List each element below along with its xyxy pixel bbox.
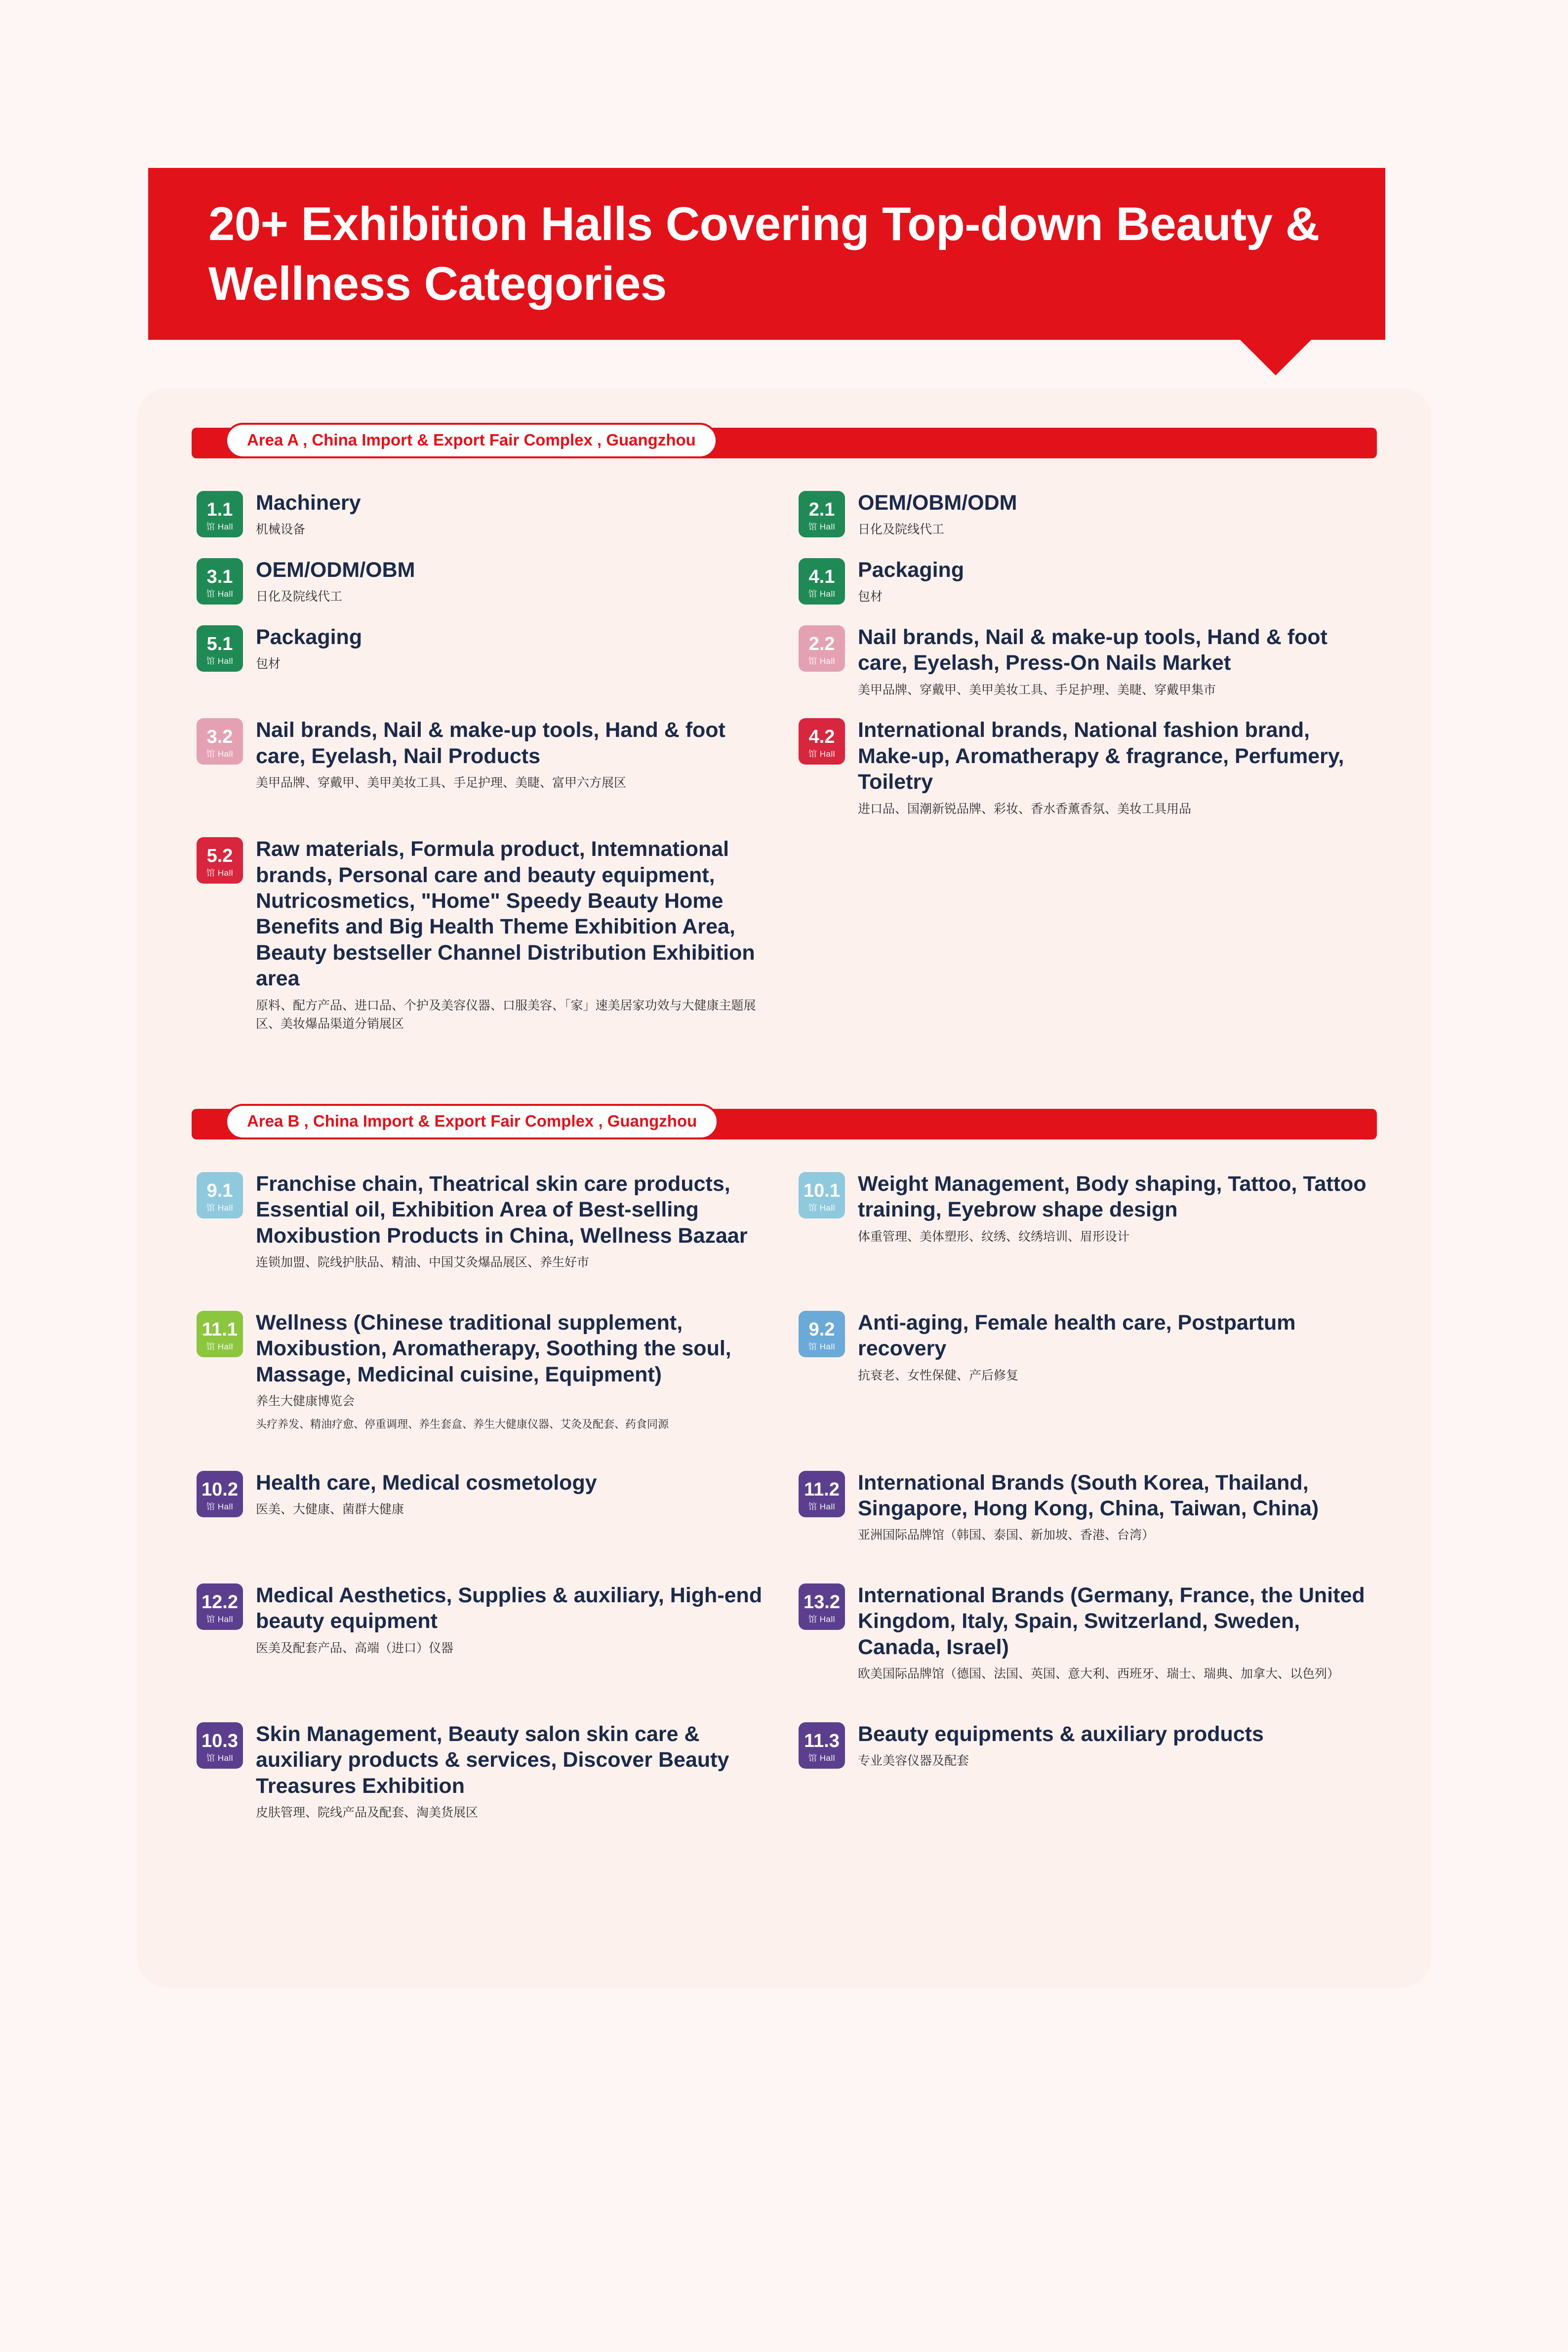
hall-badge	[799, 1471, 845, 1517]
hall-badge	[799, 625, 845, 672]
hall-item[interactable]	[799, 716, 1372, 818]
hall-text	[858, 1469, 1372, 1545]
banner-notch-icon	[1240, 340, 1311, 375]
hall-badge	[197, 491, 243, 537]
hall-badge-sub: 馆 Hall	[808, 522, 835, 531]
hall-item[interactable]	[799, 1170, 1372, 1272]
hall-title-en: Raw materials, Formula product, Intemnational brands, Personal care and beauty equipment, Nutricosmetics, "Home" Speedy Beauty Home Benefits and Big Health Theme Exhibition Area, Beauty bestseller Channel Distribution Exhibition area	[256, 837, 755, 991]
hall-badge-sub: 馆 Hall	[206, 1501, 233, 1511]
hall-badge-sub: 馆 Hall	[808, 1501, 835, 1511]
hall-badge-sub: 馆 Hall	[206, 522, 233, 531]
hall-title-en: Nail brands, Nail & make-up tools, Hand & foot care, Eyelash, Press-On Nails Market	[858, 625, 1327, 675]
hall-item[interactable]	[799, 1720, 1372, 1823]
hall-item[interactable]	[197, 1309, 770, 1432]
page-title: 20+ Exhibition Halls Covering Top-down Beauty & Wellness Categories	[208, 198, 1320, 310]
hall-item[interactable]	[799, 556, 1372, 607]
hall-number: 2.2	[808, 633, 835, 654]
hall-text	[256, 556, 415, 607]
hall-badge-sub: 馆 Hall	[206, 1753, 233, 1763]
hall-badge	[799, 1172, 845, 1218]
hall-badge-sub: 馆 Hall	[808, 1341, 835, 1351]
hall-title-en: OEM/ODM/OBM	[256, 558, 415, 582]
hall-text	[256, 1309, 770, 1432]
hall-badge-sub: 馆 Hall	[206, 749, 233, 759]
hall-badge	[799, 491, 845, 537]
hall-number: 4.2	[808, 727, 835, 748]
hall-title-cn: 美甲品牌、穿戴甲、美甲美妆工具、手足护理、美睫、穿戴甲集市	[858, 683, 1216, 697]
hall-badge	[799, 1311, 845, 1357]
hall-title-en: Packaging	[858, 558, 965, 582]
header-banner	[148, 168, 1385, 340]
hall-number: 9.1	[206, 1180, 233, 1201]
hall-item[interactable]	[197, 1720, 770, 1823]
hall-badge-sub: 馆 Hall	[808, 1614, 835, 1624]
area-a-bar	[192, 428, 1377, 458]
hall-text	[858, 1582, 1372, 1684]
hall-badge	[197, 718, 243, 765]
hall-number: 10.3	[201, 1730, 238, 1751]
hall-number: 1.1	[206, 499, 233, 520]
hall-title-cn: 专业美容仪器及配套	[858, 1754, 969, 1768]
hall-item[interactable]	[799, 1469, 1372, 1545]
hall-text	[858, 623, 1372, 699]
hall-item[interactable]	[197, 716, 770, 818]
hall-title-en: International Brands (South Korea, Thailand, Singapore, Hong Kong, China, Taiwan, China)	[858, 1470, 1319, 1520]
hall-title-en: Health care, Medical cosmetology	[256, 1470, 597, 1495]
hall-badge	[197, 837, 243, 884]
hall-title-cn: 医美、大健康、菌群大健康	[256, 1502, 404, 1516]
hall-title-cn: 欧美国际品牌馆（德国、法国、英国、意大利、西班牙、瑞士、瑞典、加拿大、以色列）	[858, 1667, 1340, 1681]
hall-badge	[799, 1583, 845, 1630]
hall-item[interactable]	[197, 556, 770, 607]
hall-badge-sub: 馆 Hall	[808, 1753, 835, 1763]
hall-title-cn-secondary: 头疗养发、精油疗愈、停重调理、养生套盒、养生大健康仪器、艾灸及配套、药食同源	[256, 1418, 669, 1430]
hall-title-en: International brands, National fashion brand, Make-up, Aromatherapy & fragrance, Perfumery, Toiletry	[858, 718, 1344, 794]
hall-text	[858, 1309, 1372, 1385]
hall-text	[858, 556, 964, 607]
hall-title-en: International Brands (Germany, France, the United Kingdom, Italy, Spain, Switzerland, Sweden, Canada, Israel)	[858, 1583, 1365, 1659]
hall-title-en: Nail brands, Nail & make-up tools, Hand & foot care, Eyelash, Nail Products	[256, 718, 725, 768]
hall-badge-sub: 馆 Hall	[808, 656, 835, 666]
hall-number: 13.2	[804, 1591, 840, 1613]
hall-title-cn: 抗衰老、女性保健、产后修复	[858, 1368, 1019, 1382]
hall-badge-sub: 馆 Hall	[206, 656, 233, 666]
hall-title-en: Skin Management, Beauty salon skin care & auxiliary products & services, Discover Beauty Treasures Exhibition	[256, 1722, 729, 1798]
hall-number: 3.2	[206, 727, 233, 748]
hall-title-en: Wellness (Chinese traditional supplement, Moxibustion, Aromatherapy, Soothing the soul, Massage, Medicinal cuisine, Equipment)	[256, 1310, 731, 1386]
hall-item[interactable]	[197, 489, 770, 539]
hall-badge	[197, 1172, 243, 1218]
hall-title-en: Beauty equipments & auxiliary products	[858, 1722, 1264, 1746]
hall-text	[858, 489, 1017, 539]
hall-number: 4.1	[808, 566, 835, 587]
hall-title-en: Packaging	[256, 625, 362, 649]
hall-badge-sub: 馆 Hall	[206, 1614, 233, 1624]
hall-title-cn: 包材	[256, 657, 281, 671]
hall-title-cn: 连锁加盟、院线护肤品、精油、中国艾灸爆品展区、养生好市	[256, 1256, 590, 1270]
hall-title-en: Medical Aesthetics, Supplies & auxiliary, High-end beauty equipment	[256, 1583, 763, 1633]
hall-number: 2.1	[808, 499, 835, 520]
hall-text	[256, 623, 362, 674]
hall-title-cn: 机械设备	[256, 523, 306, 537]
hall-text	[256, 716, 770, 792]
hall-text	[256, 489, 361, 539]
area-b-hall-grid	[197, 1170, 1372, 1859]
hall-badge	[197, 1471, 243, 1517]
hall-title-cn: 体重管理、美体塑形、纹绣、纹绣培训、眉形设计	[858, 1229, 1130, 1244]
hall-title-cn: 原料、配方产品、进口品、个护及美容仪器、口服美容、「家」速美居家功效与大健康主题展区、美妆爆品渠道分销展区	[256, 998, 756, 1031]
hall-item[interactable]	[197, 623, 770, 699]
hall-item[interactable]	[197, 1582, 770, 1684]
hall-item[interactable]	[197, 835, 770, 1034]
hall-badge	[799, 718, 845, 765]
hall-title-en: OEM/OBM/ODM	[858, 490, 1017, 515]
hall-text	[256, 1720, 770, 1823]
hall-text	[256, 1582, 770, 1658]
hall-badge-sub: 馆 Hall	[206, 868, 233, 878]
hall-number: 11.1	[202, 1319, 238, 1340]
hall-title-cn: 日化及院线代工	[858, 523, 945, 537]
hall-title-cn: 包材	[858, 590, 883, 604]
hall-number: 5.1	[206, 633, 233, 654]
hall-badge-sub: 馆 Hall	[206, 589, 233, 599]
hall-badge-sub: 馆 Hall	[206, 1203, 233, 1213]
hall-title-cn: 亚洲国际品牌馆（韩国、泰国、新加坡、香港、台湾）	[858, 1528, 1155, 1542]
hall-item[interactable]	[799, 1309, 1372, 1432]
hall-badge-sub: 馆 Hall	[808, 1203, 835, 1213]
hall-item[interactable]	[799, 1582, 1372, 1684]
hall-title-cn: 进口品、国潮新锐品牌、彩妆、香水香薰香氛、美妆工具用品	[858, 802, 1192, 816]
hall-text	[256, 1469, 597, 1519]
hall-title-cn: 日化及院线代工	[256, 590, 343, 604]
hall-badge	[799, 1722, 845, 1769]
hall-badge	[197, 1583, 243, 1630]
hall-title-en: Franchise chain, Theatrical skin care products, Essential oil, Exhibition Area of Best-selling Moxibustion Products in China, Wellness Bazaar	[256, 1172, 748, 1248]
hall-badge	[197, 625, 243, 672]
hall-number: 12.2	[201, 1591, 238, 1613]
hall-text	[858, 1170, 1372, 1246]
area-a-hall-grid	[197, 489, 1372, 1051]
hall-number: 11.3	[804, 1730, 840, 1751]
area-b-label: Area B , China Import & Export Fair Complex , Guangzhou	[225, 1104, 719, 1139]
hall-title-en: Weight Management, Body shaping, Tattoo, Tattoo training, Eyebrow shape design	[858, 1172, 1367, 1222]
hall-item[interactable]	[197, 1469, 770, 1545]
hall-text	[256, 835, 770, 1034]
hall-item[interactable]	[197, 1170, 770, 1272]
hall-badge-sub: 馆 Hall	[206, 1341, 233, 1351]
hall-title-cn: 皮肤管理、院线产品及配套、淘美货展区	[256, 1806, 479, 1820]
hall-badge	[197, 558, 243, 605]
hall-number: 9.2	[808, 1319, 835, 1340]
section-divider	[137, 1051, 1431, 1109]
hall-badge	[197, 1722, 243, 1769]
hall-number: 11.2	[804, 1479, 840, 1500]
hall-title-cn: 养生大健康博览会	[256, 1394, 355, 1409]
hall-title-en: Anti-aging, Female health care, Postpartum recovery	[858, 1310, 1296, 1361]
hall-number: 10.1	[804, 1180, 840, 1201]
hall-text	[858, 716, 1372, 818]
banner-body	[148, 168, 1385, 340]
hall-badge	[799, 558, 845, 605]
hall-number: 3.1	[206, 566, 233, 587]
hall-item[interactable]	[799, 623, 1372, 699]
area-a-label: Area A , China Import & Export Fair Complex , Guangzhou	[225, 423, 718, 458]
hall-title-cn: 美甲品牌、穿戴甲、美甲美妆工具、手足护理、美睫、富甲六方展区	[256, 776, 627, 790]
hall-text	[256, 1170, 770, 1272]
halls-card	[137, 388, 1431, 1987]
hall-title-cn: 医美及配套产品、高端（进口）仪器	[256, 1641, 454, 1655]
hall-badge-sub: 馆 Hall	[808, 589, 835, 599]
hall-text	[858, 1720, 1264, 1771]
area-b-bar	[192, 1109, 1377, 1139]
hall-title-en: Machinery	[256, 490, 361, 515]
hall-badge	[197, 1311, 243, 1357]
hall-item[interactable]	[799, 489, 1372, 539]
hall-number: 5.2	[206, 846, 233, 867]
hall-number: 10.2	[201, 1479, 238, 1500]
hall-badge-sub: 馆 Hall	[808, 749, 835, 759]
